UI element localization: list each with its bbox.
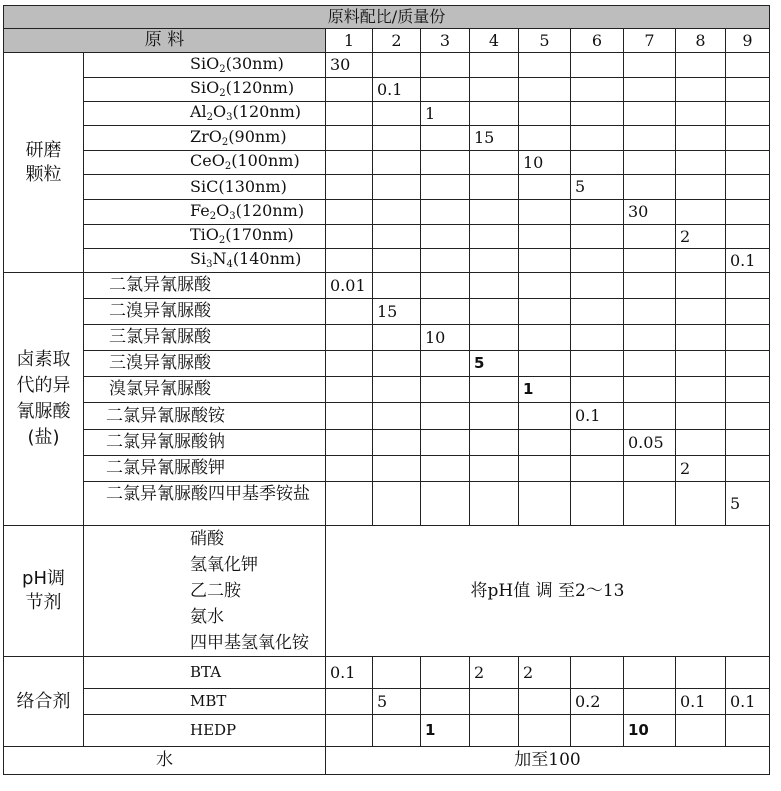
value-cell <box>726 102 770 126</box>
table-row <box>4 225 770 249</box>
value-cell <box>519 102 571 126</box>
value-cell: 0.1 <box>326 657 373 689</box>
value-cell <box>373 351 421 377</box>
material-name <box>84 249 326 273</box>
material-name <box>84 102 326 126</box>
value-cell <box>373 657 421 689</box>
value-cell <box>373 126 421 151</box>
value-cell <box>326 200 373 225</box>
table-row <box>4 526 770 657</box>
value-cell <box>676 325 726 351</box>
table-row <box>4 249 770 273</box>
value-cell <box>726 377 770 403</box>
value-cell <box>373 430 421 456</box>
value-cell <box>624 53 676 78</box>
value-cell <box>421 299 470 325</box>
formula-sub: 2 <box>219 63 226 75</box>
formula-sub2: 3 <box>229 210 236 222</box>
value-cell: 10 <box>421 325 470 351</box>
table-row <box>4 102 770 126</box>
formula-sub: 2 <box>221 136 229 148</box>
column-header-7: 7 <box>624 29 676 53</box>
value-cell: 30 <box>624 200 676 225</box>
value-cell <box>726 657 770 689</box>
value-cell <box>726 126 770 151</box>
value-cell <box>519 689 571 715</box>
column-header-5: 5 <box>519 29 571 53</box>
value-cell <box>421 351 470 377</box>
formula-sub: 2 <box>209 210 217 222</box>
value-cell <box>571 249 624 273</box>
value-cell <box>519 126 571 151</box>
formula-sub: 2 <box>219 88 226 99</box>
formula-size: (90nm) <box>228 126 287 146</box>
value-cell <box>571 200 624 225</box>
column-header-4: 4 <box>470 29 519 53</box>
value-cell <box>373 456 421 482</box>
value-cell: 0.05 <box>624 430 676 456</box>
value-cell <box>519 430 571 456</box>
material-name <box>84 151 326 175</box>
group-label-abrasive: 研磨颗粒 <box>4 53 84 273</box>
ph-agent-name: 四甲基氢氧化铵 <box>190 633 309 653</box>
value-cell: 10 <box>519 151 571 175</box>
column-header-2: 2 <box>373 29 421 53</box>
value-cell <box>519 200 571 225</box>
value-cell <box>373 175 421 200</box>
water-label: 水 <box>4 747 326 775</box>
value-cell <box>624 175 676 200</box>
value-cell <box>373 200 421 225</box>
formula-base: SiO <box>190 78 220 97</box>
formula-size: (140nm) <box>232 249 302 268</box>
value-cell <box>373 53 421 78</box>
value-cell <box>676 351 726 377</box>
value-cell: 2 <box>519 657 571 689</box>
value-cell <box>470 377 519 403</box>
value-cell <box>676 249 726 273</box>
material-name <box>84 200 326 225</box>
value-cell <box>326 102 373 126</box>
value-cell <box>373 273 421 299</box>
value-cell <box>519 403 571 430</box>
formula-table <box>3 5 770 775</box>
value-cell <box>421 456 470 482</box>
formula-sub: 3 <box>206 259 213 270</box>
value-cell: 15 <box>373 299 421 325</box>
value-cell <box>571 456 624 482</box>
value-cell <box>571 299 624 325</box>
value-cell <box>571 102 624 126</box>
value-cell <box>726 403 770 430</box>
ph-agent-name: 乙二胺 <box>190 581 241 601</box>
value-cell <box>421 273 470 299</box>
value-cell <box>373 482 421 526</box>
value-cell <box>571 151 624 175</box>
value-cell <box>326 325 373 351</box>
value-cell <box>470 151 519 175</box>
material-name: MBT <box>84 689 326 715</box>
value-cell <box>326 175 373 200</box>
value-cell <box>421 225 470 249</box>
formula-size: (120nm) <box>225 78 295 97</box>
value-cell <box>373 325 421 351</box>
value-cell <box>624 102 676 126</box>
value-cell <box>421 151 470 175</box>
value-cell <box>676 430 726 456</box>
table-row <box>4 715 770 747</box>
value-cell <box>519 78 571 102</box>
value-cell <box>470 456 519 482</box>
value-cell <box>421 482 470 526</box>
value-cell <box>326 225 373 249</box>
table-row <box>4 78 770 102</box>
value-cell <box>470 482 519 526</box>
formula-base: Si <box>190 249 207 268</box>
formula-size: (130nm) <box>218 177 287 196</box>
value-cell <box>676 53 726 78</box>
value-cell <box>726 351 770 377</box>
value-cell: 5 <box>571 175 624 200</box>
value-cell <box>624 225 676 249</box>
formula-sub2: 4 <box>226 259 233 270</box>
value-cell <box>470 403 519 430</box>
formula-sub2: 3 <box>226 112 233 123</box>
value-cell: 15 <box>470 126 519 151</box>
value-cell <box>421 53 470 78</box>
value-cell <box>470 225 519 249</box>
value-cell <box>519 299 571 325</box>
column-header-8: 8 <box>676 29 726 53</box>
value-cell <box>624 78 676 102</box>
formula-size: (170nm) <box>225 225 294 244</box>
formula-base: CeO <box>190 151 225 170</box>
column-header-9: 9 <box>726 29 770 53</box>
value-cell <box>571 225 624 249</box>
value-cell <box>519 225 571 249</box>
material-name <box>84 78 326 102</box>
value-cell <box>470 273 519 299</box>
value-cell: 0.1 <box>373 78 421 102</box>
ph-agent-name: 硝酸 <box>190 529 224 549</box>
value-cell <box>726 299 770 325</box>
value-cell <box>726 715 770 747</box>
table-row <box>4 403 770 430</box>
value-cell <box>676 78 726 102</box>
table-row <box>4 377 770 403</box>
value-cell: 1 <box>519 377 571 403</box>
value-cell <box>676 102 726 126</box>
value-cell <box>421 175 470 200</box>
table-row <box>4 200 770 225</box>
value-cell <box>726 78 770 102</box>
value-cell <box>726 225 770 249</box>
formula-mid: O <box>216 200 230 220</box>
value-cell <box>624 249 676 273</box>
value-cell <box>519 351 571 377</box>
table-row <box>4 273 770 299</box>
value-cell <box>624 126 676 151</box>
value-cell <box>726 325 770 351</box>
table-row <box>4 430 770 456</box>
value-cell <box>519 325 571 351</box>
value-cell <box>571 351 624 377</box>
formula-size: (120nm) <box>232 102 302 121</box>
value-cell <box>624 351 676 377</box>
material-name <box>84 53 326 78</box>
table-row <box>4 657 770 689</box>
value-cell <box>624 273 676 299</box>
value-cell <box>624 403 676 430</box>
formula-sub: 2 <box>218 235 226 246</box>
value-cell <box>421 657 470 689</box>
value-cell: 30 <box>326 53 373 78</box>
material-name: 三溴异氰脲酸 <box>84 351 326 377</box>
table-row <box>4 689 770 715</box>
table-row <box>4 482 770 526</box>
table-row <box>4 299 770 325</box>
value-cell <box>470 325 519 351</box>
value-cell <box>519 715 571 747</box>
table-row <box>4 126 770 151</box>
material-name <box>84 175 326 200</box>
value-cell <box>326 403 373 430</box>
value-cell <box>326 249 373 273</box>
table-row <box>4 351 770 377</box>
formula-base: ZrO <box>190 126 222 146</box>
table-row <box>4 151 770 175</box>
column-header-3: 3 <box>421 29 470 53</box>
formula-sub: 2 <box>206 112 214 123</box>
ph-agent-name: 氢氧化钾 <box>190 555 258 575</box>
group-label-ph: pH调节剂 <box>4 526 84 657</box>
formula-size: (30nm) <box>225 53 284 73</box>
value-cell <box>624 377 676 403</box>
value-cell <box>373 403 421 430</box>
value-cell <box>676 126 726 151</box>
value-cell <box>421 403 470 430</box>
value-cell <box>326 456 373 482</box>
value-cell <box>373 102 421 126</box>
value-cell: 10 <box>624 715 676 747</box>
value-cell <box>624 689 676 715</box>
value-cell: 0.1 <box>571 403 624 430</box>
value-cell <box>326 715 373 747</box>
value-cell <box>571 126 624 151</box>
material-name: 二氯异氰脲酸钾 <box>84 456 326 482</box>
value-cell <box>519 482 571 526</box>
value-cell <box>676 299 726 325</box>
group-label-chelator: 络合剂 <box>4 657 84 747</box>
formula-base: TiO <box>190 225 219 244</box>
formula-sub: 2 <box>224 161 232 172</box>
value-cell <box>676 657 726 689</box>
column-header-1: 1 <box>326 29 373 53</box>
value-cell <box>326 689 373 715</box>
table-row <box>4 456 770 482</box>
value-cell <box>571 273 624 299</box>
value-cell <box>726 200 770 225</box>
material-header: 原 料 <box>4 29 326 53</box>
value-cell <box>624 456 676 482</box>
value-cell <box>571 53 624 78</box>
value-cell <box>519 273 571 299</box>
value-cell: 0.01 <box>326 273 373 299</box>
value-cell <box>676 151 726 175</box>
value-cell <box>326 78 373 102</box>
value-cell <box>470 200 519 225</box>
value-cell <box>470 53 519 78</box>
value-cell <box>519 249 571 273</box>
table-row <box>4 53 770 78</box>
value-cell <box>326 299 373 325</box>
column-header-6: 6 <box>571 29 624 53</box>
value-cell <box>421 249 470 273</box>
value-cell <box>571 715 624 747</box>
value-cell <box>624 325 676 351</box>
value-cell <box>326 151 373 175</box>
value-cell <box>326 482 373 526</box>
value-cell <box>624 482 676 526</box>
value-cell <box>726 430 770 456</box>
value-cell <box>676 715 726 747</box>
table-title: 原料配比/质量份 <box>4 6 770 29</box>
value-cell <box>571 430 624 456</box>
value-cell <box>676 273 726 299</box>
value-cell: 2 <box>676 456 726 482</box>
value-cell <box>624 151 676 175</box>
value-cell: 0.1 <box>676 689 726 715</box>
value-cell <box>519 53 571 78</box>
value-cell <box>470 299 519 325</box>
group-label-halo: 卤素取代的异氰脲酸(盐) <box>4 273 84 526</box>
material-name: 二氯异氰脲酸钠 <box>84 430 326 456</box>
value-cell <box>326 126 373 151</box>
header-row <box>4 29 770 53</box>
value-cell <box>421 689 470 715</box>
value-cell <box>676 175 726 200</box>
material-name: 二氯异氰脲酸 <box>84 273 326 299</box>
value-cell <box>571 482 624 526</box>
material-name: 二溴异氰脲酸 <box>84 299 326 325</box>
table-row <box>4 325 770 351</box>
value-cell <box>470 430 519 456</box>
value-cell: 1 <box>421 102 470 126</box>
value-cell: 0.1 <box>726 689 770 715</box>
value-cell <box>571 325 624 351</box>
value-cell: 5 <box>373 689 421 715</box>
material-name: 二氯异氰脲酸四甲基季铵盐 <box>84 482 326 526</box>
value-cell: 0.1 <box>726 249 770 273</box>
formula-base: Fe <box>190 200 210 220</box>
value-cell <box>470 102 519 126</box>
value-cell <box>726 273 770 299</box>
ph-agent-name: 氨水 <box>190 607 224 627</box>
value-cell <box>421 78 470 102</box>
value-cell <box>421 126 470 151</box>
value-cell <box>519 456 571 482</box>
material-name <box>84 126 326 151</box>
value-cell: 1 <box>421 715 470 747</box>
value-cell <box>373 225 421 249</box>
value-cell <box>470 78 519 102</box>
material-name: 溴氯异氰脲酸 <box>84 377 326 403</box>
formula-base: SiO <box>190 53 220 73</box>
value-cell <box>571 657 624 689</box>
value-cell <box>571 78 624 102</box>
value-cell <box>470 249 519 273</box>
value-cell <box>470 689 519 715</box>
material-name: 三氯异氰脲酸 <box>84 325 326 351</box>
formula-size: (100nm) <box>231 151 300 170</box>
value-cell <box>373 151 421 175</box>
value-cell <box>676 482 726 526</box>
value-cell <box>676 200 726 225</box>
value-cell <box>726 151 770 175</box>
table-row <box>4 175 770 200</box>
value-cell: 2 <box>676 225 726 249</box>
formula-mid: O <box>213 102 227 121</box>
material-name <box>84 225 326 249</box>
value-cell <box>676 403 726 430</box>
value-cell <box>326 377 373 403</box>
value-cell <box>624 657 676 689</box>
value-cell <box>421 430 470 456</box>
formula-mid: N <box>212 249 227 268</box>
formula-base: Al <box>190 102 207 121</box>
material-name: HEDP <box>84 715 326 747</box>
value-cell <box>326 430 373 456</box>
ph-agent-list <box>84 526 326 657</box>
value-cell <box>421 377 470 403</box>
value-cell <box>571 377 624 403</box>
value-cell <box>470 715 519 747</box>
value-cell <box>726 456 770 482</box>
value-cell <box>373 249 421 273</box>
material-name: BTA <box>84 657 326 689</box>
value-cell <box>726 53 770 78</box>
value-cell: 2 <box>470 657 519 689</box>
value-cell: 5 <box>726 482 770 526</box>
value-cell <box>326 351 373 377</box>
value-cell: 0.2 <box>571 689 624 715</box>
value-cell <box>624 299 676 325</box>
value-cell <box>470 175 519 200</box>
value-cell <box>373 377 421 403</box>
formula-base: SiC <box>190 177 219 196</box>
value-cell <box>726 175 770 200</box>
ph-adjust-note: 将pH值 调 至2～13 <box>326 526 770 657</box>
formula-size: (120nm) <box>235 200 305 220</box>
water-value: 加至100 <box>326 747 770 775</box>
table-row <box>4 747 770 775</box>
value-cell: 5 <box>470 351 519 377</box>
value-cell <box>519 175 571 200</box>
material-name: 二氯异氰脲酸铵 <box>84 403 326 430</box>
value-cell <box>373 715 421 747</box>
value-cell <box>421 200 470 225</box>
value-cell <box>676 377 726 403</box>
